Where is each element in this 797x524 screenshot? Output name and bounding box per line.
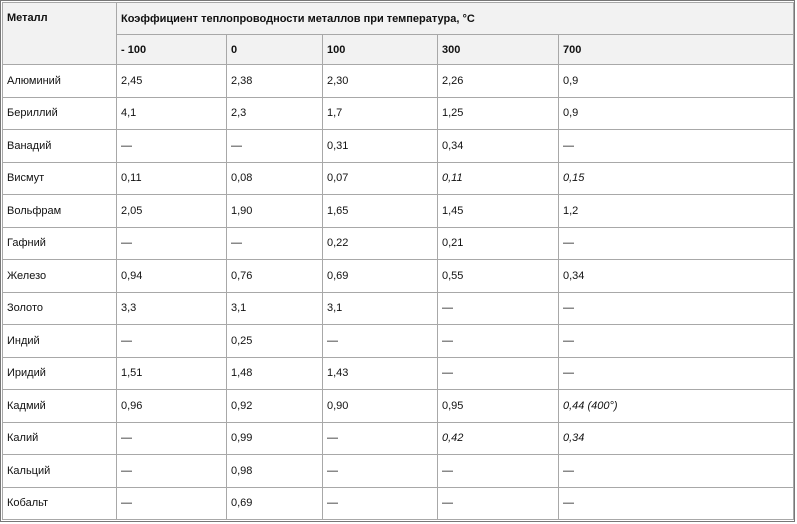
value-cell: 2,30 <box>323 65 438 98</box>
metal-cell: Гафний <box>3 227 117 260</box>
metal-cell: Ванадий <box>3 130 117 163</box>
value-cell: 0,21 <box>438 227 559 260</box>
value-cell: 0,11 <box>438 162 559 195</box>
value-cell: 0,34 <box>559 260 794 293</box>
value-cell: — <box>438 325 559 358</box>
value-cell: 0,95 <box>438 390 559 423</box>
header-metal: Металл <box>3 3 117 65</box>
value-cell: 0,96 <box>117 390 227 423</box>
metal-cell: Кобальт <box>3 487 117 520</box>
header-temp-cell: - 100 <box>117 35 227 65</box>
value-cell: — <box>117 325 227 358</box>
value-cell: — <box>559 455 794 488</box>
value-cell: 1,90 <box>227 195 323 228</box>
value-cell: 0,34 <box>559 422 794 455</box>
metal-cell: Золото <box>3 292 117 325</box>
value-cell: 0,90 <box>323 390 438 423</box>
value-cell: — <box>559 130 794 163</box>
value-cell: 1,7 <box>323 97 438 130</box>
value-cell: — <box>559 227 794 260</box>
table-row <box>3 422 794 455</box>
value-cell: — <box>438 357 559 390</box>
table-row <box>3 325 794 358</box>
header-row <box>3 3 794 35</box>
value-cell: — <box>559 487 794 520</box>
value-cell: 0,22 <box>323 227 438 260</box>
value-cell: 0,99 <box>227 422 323 455</box>
value-cell: 2,26 <box>438 65 559 98</box>
value-cell: 3,3 <box>117 292 227 325</box>
value-cell: — <box>559 292 794 325</box>
value-cell: — <box>323 487 438 520</box>
value-cell: 0,25 <box>227 325 323 358</box>
metal-cell: Индий <box>3 325 117 358</box>
value-cell: 1,43 <box>323 357 438 390</box>
table-row <box>3 357 794 390</box>
table-row <box>3 455 794 488</box>
value-cell: — <box>117 130 227 163</box>
table-row <box>3 195 794 228</box>
value-cell: 0,69 <box>227 487 323 520</box>
value-cell: 4,1 <box>117 97 227 130</box>
metal-cell: Вольфрам <box>3 195 117 228</box>
value-cell: 1,25 <box>438 97 559 130</box>
value-cell: — <box>323 422 438 455</box>
value-cell: 3,1 <box>323 292 438 325</box>
table-row <box>3 260 794 293</box>
table-row <box>3 487 794 520</box>
value-cell: 0,11 <box>117 162 227 195</box>
value-cell: 1,48 <box>227 357 323 390</box>
value-cell: — <box>117 455 227 488</box>
value-cell: 0,98 <box>227 455 323 488</box>
value-cell: 0,69 <box>323 260 438 293</box>
thermal-conductivity-table <box>2 2 794 520</box>
metal-cell: Железо <box>3 260 117 293</box>
value-cell: 0,42 <box>438 422 559 455</box>
value-cell: — <box>227 227 323 260</box>
value-cell: — <box>117 487 227 520</box>
value-cell: — <box>323 325 438 358</box>
value-cell: — <box>438 455 559 488</box>
value-cell: 2,45 <box>117 65 227 98</box>
value-cell: 0,9 <box>559 65 794 98</box>
value-cell: 0,44 (400°) <box>559 390 794 423</box>
metal-cell: Висмут <box>3 162 117 195</box>
value-cell: 1,65 <box>323 195 438 228</box>
metal-cell: Калий <box>3 422 117 455</box>
header-coefficient: Коэффициент теплопроводности металлов при температура, °С <box>117 3 794 35</box>
value-cell: 0,92 <box>227 390 323 423</box>
value-cell: 0,31 <box>323 130 438 163</box>
metal-cell: Кальций <box>3 455 117 488</box>
value-cell: — <box>438 292 559 325</box>
header-temp-cell: 0 <box>227 35 323 65</box>
value-cell: 0,9 <box>559 97 794 130</box>
metal-cell: Бериллий <box>3 97 117 130</box>
header-temperatures-row <box>3 35 794 65</box>
value-cell: — <box>438 487 559 520</box>
value-cell: 0,55 <box>438 260 559 293</box>
table-row <box>3 292 794 325</box>
value-cell: 0,76 <box>227 260 323 293</box>
value-cell: 2,05 <box>117 195 227 228</box>
value-cell: — <box>323 455 438 488</box>
value-cell: — <box>117 422 227 455</box>
value-cell: 1,51 <box>117 357 227 390</box>
header-temp-cell: 300 <box>438 35 559 65</box>
value-cell: 3,1 <box>227 292 323 325</box>
header-temp-cell: 100 <box>323 35 438 65</box>
table-row <box>3 390 794 423</box>
value-cell: — <box>559 325 794 358</box>
value-cell: — <box>227 130 323 163</box>
table-row <box>3 65 794 98</box>
value-cell: 0,15 <box>559 162 794 195</box>
value-cell: 0,08 <box>227 162 323 195</box>
table-row <box>3 227 794 260</box>
value-cell: 0,94 <box>117 260 227 293</box>
value-cell: — <box>117 227 227 260</box>
value-cell: — <box>559 357 794 390</box>
value-cell: 0,07 <box>323 162 438 195</box>
table-row <box>3 130 794 163</box>
table-row <box>3 97 794 130</box>
value-cell: 1,45 <box>438 195 559 228</box>
value-cell: 2,38 <box>227 65 323 98</box>
metal-cell: Иридий <box>3 357 117 390</box>
table-row <box>3 162 794 195</box>
header-temp-cell: 700 <box>559 35 794 65</box>
value-cell: 0,34 <box>438 130 559 163</box>
value-cell: 2,3 <box>227 97 323 130</box>
metal-cell: Кадмий <box>3 390 117 423</box>
metal-cell: Алюминий <box>3 65 117 98</box>
value-cell: 1,2 <box>559 195 794 228</box>
